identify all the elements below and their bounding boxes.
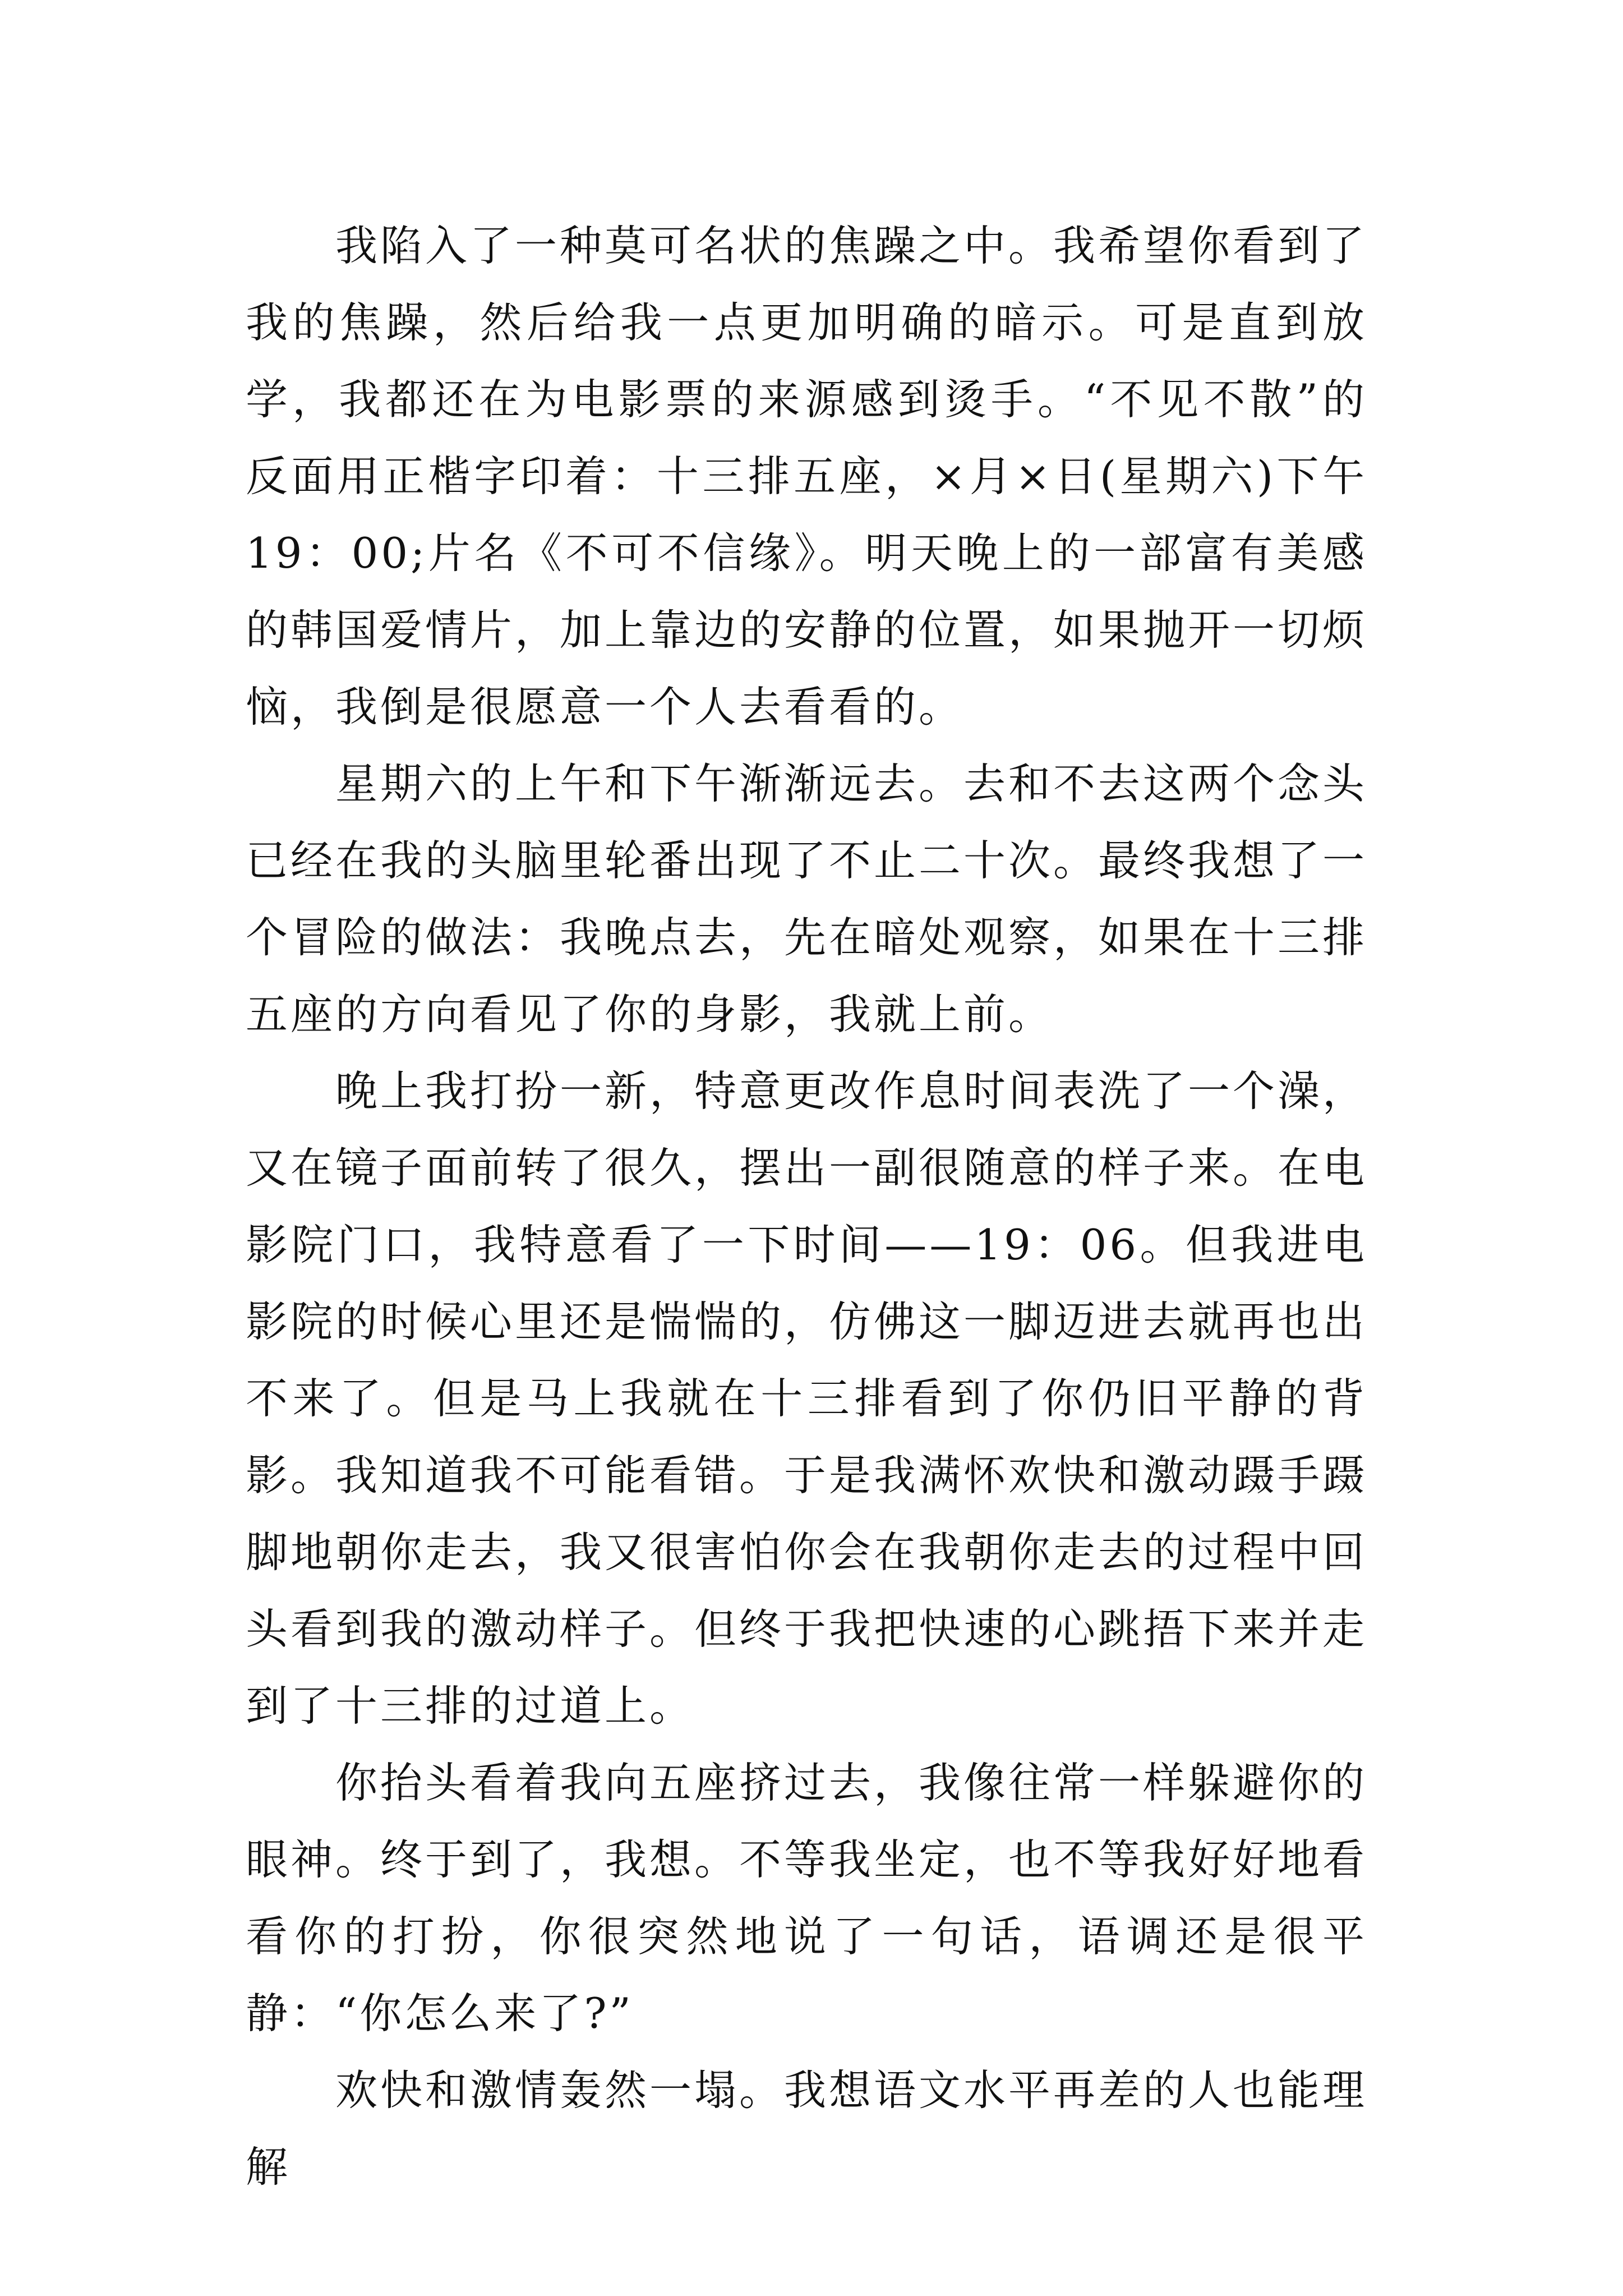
paragraph-2: 星期六的上午和下午渐渐远去。去和不去这两个念头已经在我的头脑里轮番出现了不止二十次。最终我想了一个冒险的做法：我晚点去，先在暗处观察，如果在十三排五座的方向看见了你的身影，我就上前。	[246, 759, 1368, 1039]
document-body	[246, 208, 1367, 2206]
paragraph-4: 你抬头看着我向五座挤过去，我像往常一样躲避你的眼神。终于到了，我想。不等我坐定，也不等我好好地看看你的打扮，你很突然地说了一句话，语调还是很平静：“你怎么来了?”	[246, 1758, 1368, 2038]
paragraph-5: 欢快和激情轰然一塌。我想语文水平再差的人也能理解	[246, 2065, 1368, 2192]
paragraph-1: 我陷入了一种莫可名状的焦躁之中。我希望你看到了我的焦躁，然后给我一点更加明确的暗示。可是直到放学，我都还在为电影票的来源感到烫手。“不见不散”的反面用正楷字印着：十三排五座，×月×日(星期六)下午 19：00;片名《不可不信缘》。明天晚上的一部富有美感的韩国爱情片，加上靠边的安静的位置，如果抛开一切烦恼，我倒是很愿意一个人去看看的。	[246, 221, 1368, 731]
paragraph-3: 晚上我打扮一新，特意更改作息时间表洗了一个澡，又在镜子面前转了很久，摆出一副很随意的样子来。在电影院门口，我特意看了一下时间——19：06。但我进电影院的时候心里还是惴惴的，仿佛这一脚迈进去就再也出不来了。但是马上我就在十三排看到了你仍旧平静的背影。我知道我不可能看错。于是我满怀欢快和激动蹑手蹑脚地朝你走去，我又很害怕你会在我朝你走去的过程中回头看到我的激动样子。但终于我把快速的心跳捂下来并走到了十三排的过道上。	[246, 1066, 1368, 1731]
